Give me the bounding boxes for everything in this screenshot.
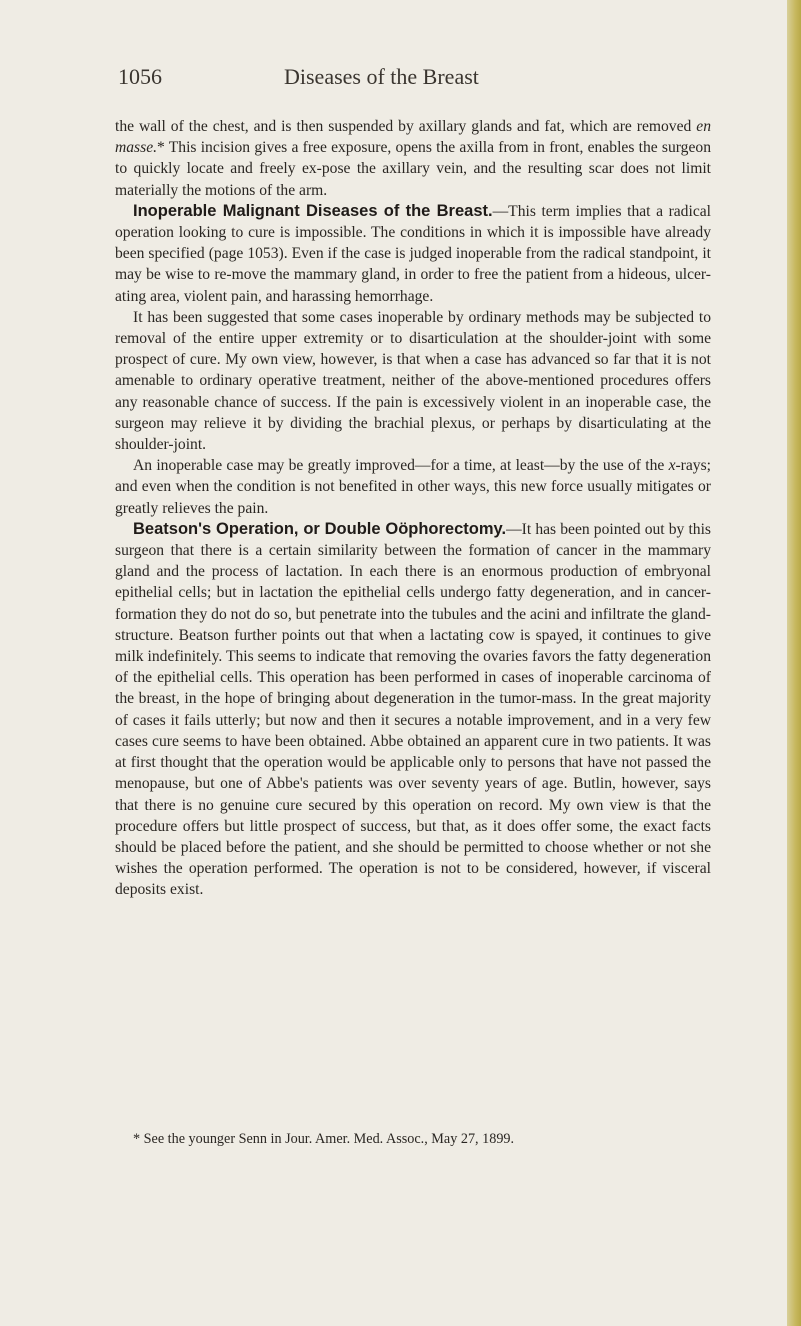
paragraph-1: the wall of the chest, and is then suspended by axillary glands and fat, which are removed en masse.* This incision gives a free exposure, opens the axilla from in front, enables the surgeon to quickly locate and freely ex-pose the axillary vein, and the resulting scar does not limit materially the motions of the arm.: [115, 118, 711, 199]
section-heading-beatson: Beatson's Operation, or Double Oöphorectomy.: [133, 519, 507, 538]
italic-x: x: [668, 457, 676, 475]
paragraph-4: An inoperable case may be greatly improved—for a time, at least—by the use of the x-rays; and even when the condition is not benefited in other ways, this new force usually mitigates or greatly relieves the pain.: [115, 457, 711, 517]
paragraph-5: Beatson's Operation, or Double Oöphorectomy.—It has been pointed out by this surgeon that there is a certain similarity between the formation of cancer in the mammary gland and the process of lactation. In each there is an enormous production of embryonal epithelial cells; but in lactation the epithelial cells undergo fatty degeneration, and in cancer-formation they do not do so, but penetrate into the tubules and the acini and infiltrate the gland-structure. Beatson further points out that when a lactating cow is spayed, it continues to give milk indefinitely. This seems to indicate that removing the ovaries favors the fatty degeneration of the epithelial cells. This operation has been performed in cases of inoperable carcinoma of the breast, in the hope of bringing about degeneration in the tumor-mass. In the great majority of cases it fails utterly; but now and then it secures a notable improvement, and in a very few cases cure seems to have been obtained. Abbe obtained an apparent cure in two patients. It was at first thought that the operation would be applicable only to persons that have not passed the menopause, but one of Abbe's patients was over seventy years of age. Butlin, however, says that there is no genuine cure secured by this operation on record. My own view is that the procedure offers but little prospect of success, but that, as it does offer some, the exact facts should be placed before the patient, and she should be permitted to choose whether or not she wishes the operation performed. The operation is not to be considered, however, if visceral deposits exist.: [115, 519, 711, 899]
paragraph-3: It has been suggested that some cases inoperable by ordinary methods may be subjected to removal of the entire upper extremity or to disarticulation at the shoulder-joint with some prospect of cure. My own view, however, is that when a case has advanced so far that it is not amenable to ordinary operative treatment, neither of the above-mentioned procedures offers any reasonable chance of success. If the pain is excessively violent in an inoperable case, the surgeon may relieve it by dividing the brachial plexus, or perhaps by disarticulating at the shoulder-joint.: [115, 308, 711, 454]
paragraph-2: Inoperable Malignant Diseases of the Breast.—This term implies that a radical operation looking to cure is impossible. The conditions in which it is impossible have already been specified (page 1053). Even if the case is judged inoperable from the radical standpoint, it may be wise to re-move the mammary gland, in order to free the patient from a hideous, ulcer-ating area, violent pain, and harassing hemorrhage.: [115, 201, 711, 305]
running-header: [118, 64, 708, 94]
italic-phrase: en masse.: [115, 118, 711, 157]
page-number: 1056: [118, 64, 162, 89]
page-edge: [787, 0, 801, 1326]
section-heading-inoperable: Inoperable Malignant Diseases of the Breast.: [133, 201, 493, 220]
running-title: Diseases of the Breast: [284, 64, 479, 89]
body-text: [115, 116, 711, 901]
footnote: * See the younger Senn in Jour. Amer. Med. Assoc., May 27, 1899.: [133, 1131, 515, 1147]
